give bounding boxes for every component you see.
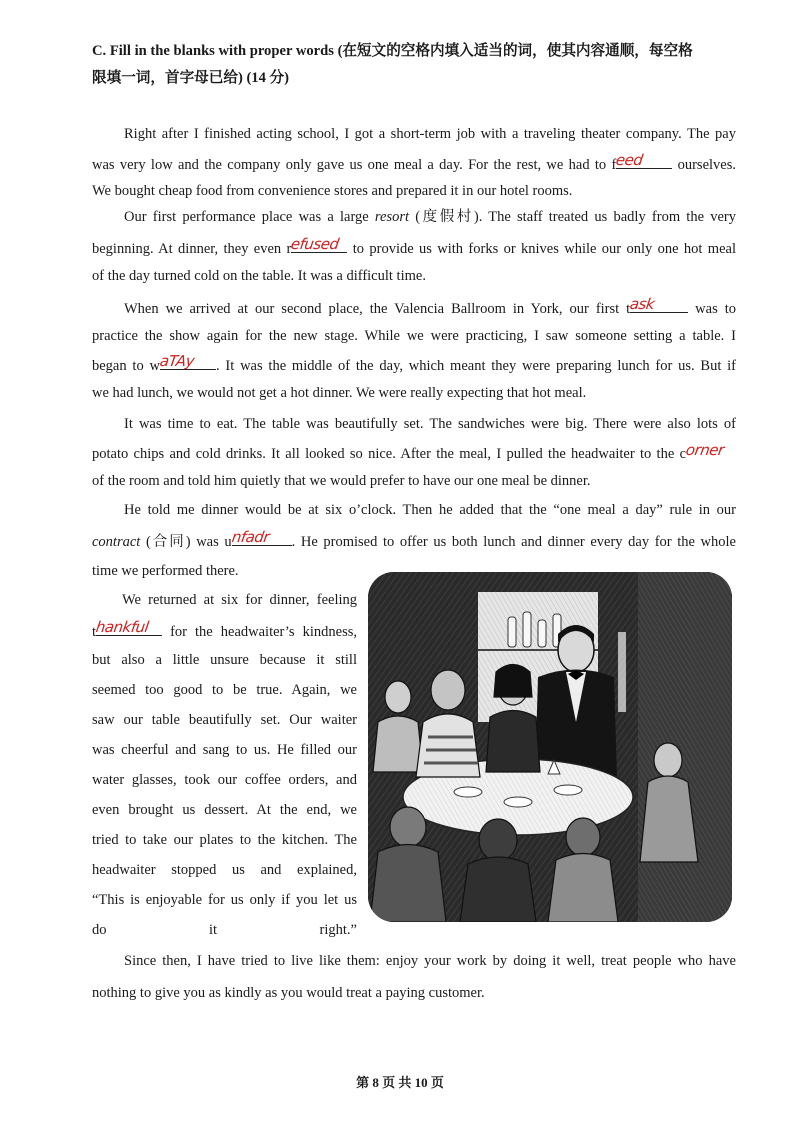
p2-line-3: of the day turned cold on the table. It was a difficult time. (92, 268, 426, 284)
p3-line-2: practice the show again for the new stage. While we were practicing, I saw someone setting a table. I (92, 328, 736, 344)
p3-text: began to w (92, 358, 160, 374)
p5-line-1: He told me dinner would be at six o’clock. Then he added that the “one meal a day” rule in our (124, 502, 736, 518)
p6-line-6: was cheerful and sang to us. He filled our (92, 742, 357, 758)
p3-text: was to (688, 301, 736, 317)
p6-line-1: We returned at six for dinner, feeling (122, 592, 357, 608)
heading-line-2: 限填一词，首字母已给) (14 分) (92, 70, 290, 86)
p6-line-2 (92, 620, 357, 640)
p4-line-2 (92, 443, 736, 463)
p2-text: Our first performance place was a large (124, 209, 375, 225)
p1-line-1: Right after I finished acting school, I got a short-term job with a traveling theater company. The pay (124, 126, 736, 142)
p7-line-2: nothing to give you as kindly as you would treat a paying customer. (92, 985, 485, 1001)
p6-line-4: seemed too good to be true. Again, we (92, 682, 357, 698)
p5-italic: contract (92, 534, 141, 550)
p3-text: . It was the middle of the day, which meant they were preparing lunch for us. But if (215, 358, 737, 374)
p2-text: (度假村). The staff treated us badly from the very (409, 209, 736, 225)
section-heading (92, 38, 748, 92)
p5-text: (合同) was u (140, 534, 232, 550)
p6-text: t (92, 624, 97, 640)
blank-4[interactable] (160, 354, 216, 370)
p4-line-1: It was time to eat. The table was beautifully set. The sandwiches were big. There were also lots of (124, 416, 736, 432)
p6-line-5: saw our table beautifully set. Our waiter (92, 712, 357, 728)
p6-line-9: tried to take our plates to the kitchen. The (92, 832, 357, 848)
answer-4: aTAy (158, 352, 196, 370)
p5-line-3: time we performed there. (92, 563, 239, 579)
p3-text: When we arrived at our second place, the Valencia Ballroom in York, our first t (124, 301, 631, 317)
p2-line-2 (92, 237, 736, 257)
p2-text: beginning. At dinner, they even r (92, 241, 292, 257)
p1-text: ourselves. (672, 157, 736, 173)
p3-line-4: we had lunch, we would not get a hot dinner. We were really expecting that hot meal. (92, 385, 587, 401)
answer-3: ask (628, 295, 656, 313)
blank-7[interactable] (96, 620, 162, 636)
restaurant-scene-illustration (368, 572, 732, 922)
p6-line-3: but also a little unsure because it still (92, 652, 357, 668)
page-footer: 第 8 页 共 10 页 (356, 1075, 444, 1090)
heading-line-1: C. Fill in the blanks with proper words (在短文的空格内填入适当的词，使其内容通顺，每空格 (92, 43, 693, 59)
p3-line-1 (124, 297, 736, 317)
answer-1: eed (615, 151, 645, 169)
p2-line-1 (124, 207, 736, 227)
answer-5: orner (684, 441, 726, 459)
p1-line-2 (92, 153, 736, 173)
p1-text: was very low and the company only gave us one meal a day. For the rest, we had to f (92, 157, 617, 173)
p7-line-1: Since then, I have tried to live like them: enjoy your work by doing it well, treat people who have (124, 953, 736, 969)
blank-2[interactable] (291, 237, 347, 253)
blank-5[interactable] (686, 443, 736, 458)
p5-text: . He promised to offer us both lunch and dinner every day for the whole (291, 534, 736, 550)
p2-italic: resort (374, 209, 410, 225)
p6-line-7: water glasses, took our coffee orders, and (92, 772, 357, 788)
blank-3[interactable] (630, 297, 688, 313)
blank-1[interactable] (616, 153, 672, 169)
p5-line-2 (92, 530, 736, 550)
p6-line-10: headwaiter stopped us and explained, (92, 862, 357, 878)
illustration-svg (368, 572, 732, 922)
p1-line-3: We bought cheap food from convenience stores and prepared it in our hotel rooms. (92, 183, 573, 199)
p4-line-3: of the room and told him quietly that we would prefer to have our one meal be dinner. (92, 473, 591, 489)
p4-text: potato chips and cold drinks. It all looked so nice. After the meal, I pulled the headwaiter to the c (92, 446, 686, 462)
p2-text: to provide us with forks or knives while our only one hot meal (347, 241, 736, 257)
p3-line-3 (92, 354, 736, 374)
answer-7: hankful (94, 618, 150, 636)
p6-line-8: even brought us dessert. At the end, we (92, 802, 357, 818)
p6-line-11: “This is enjoyable for us only if you let us (92, 892, 357, 908)
p6-line-12: do it right.” (92, 922, 357, 938)
blank-6[interactable] (232, 530, 292, 546)
answer-2: efused (290, 235, 341, 253)
p6-text: for the headwaiter’s kindness, (162, 624, 357, 640)
answer-6: nfadr (230, 528, 271, 546)
